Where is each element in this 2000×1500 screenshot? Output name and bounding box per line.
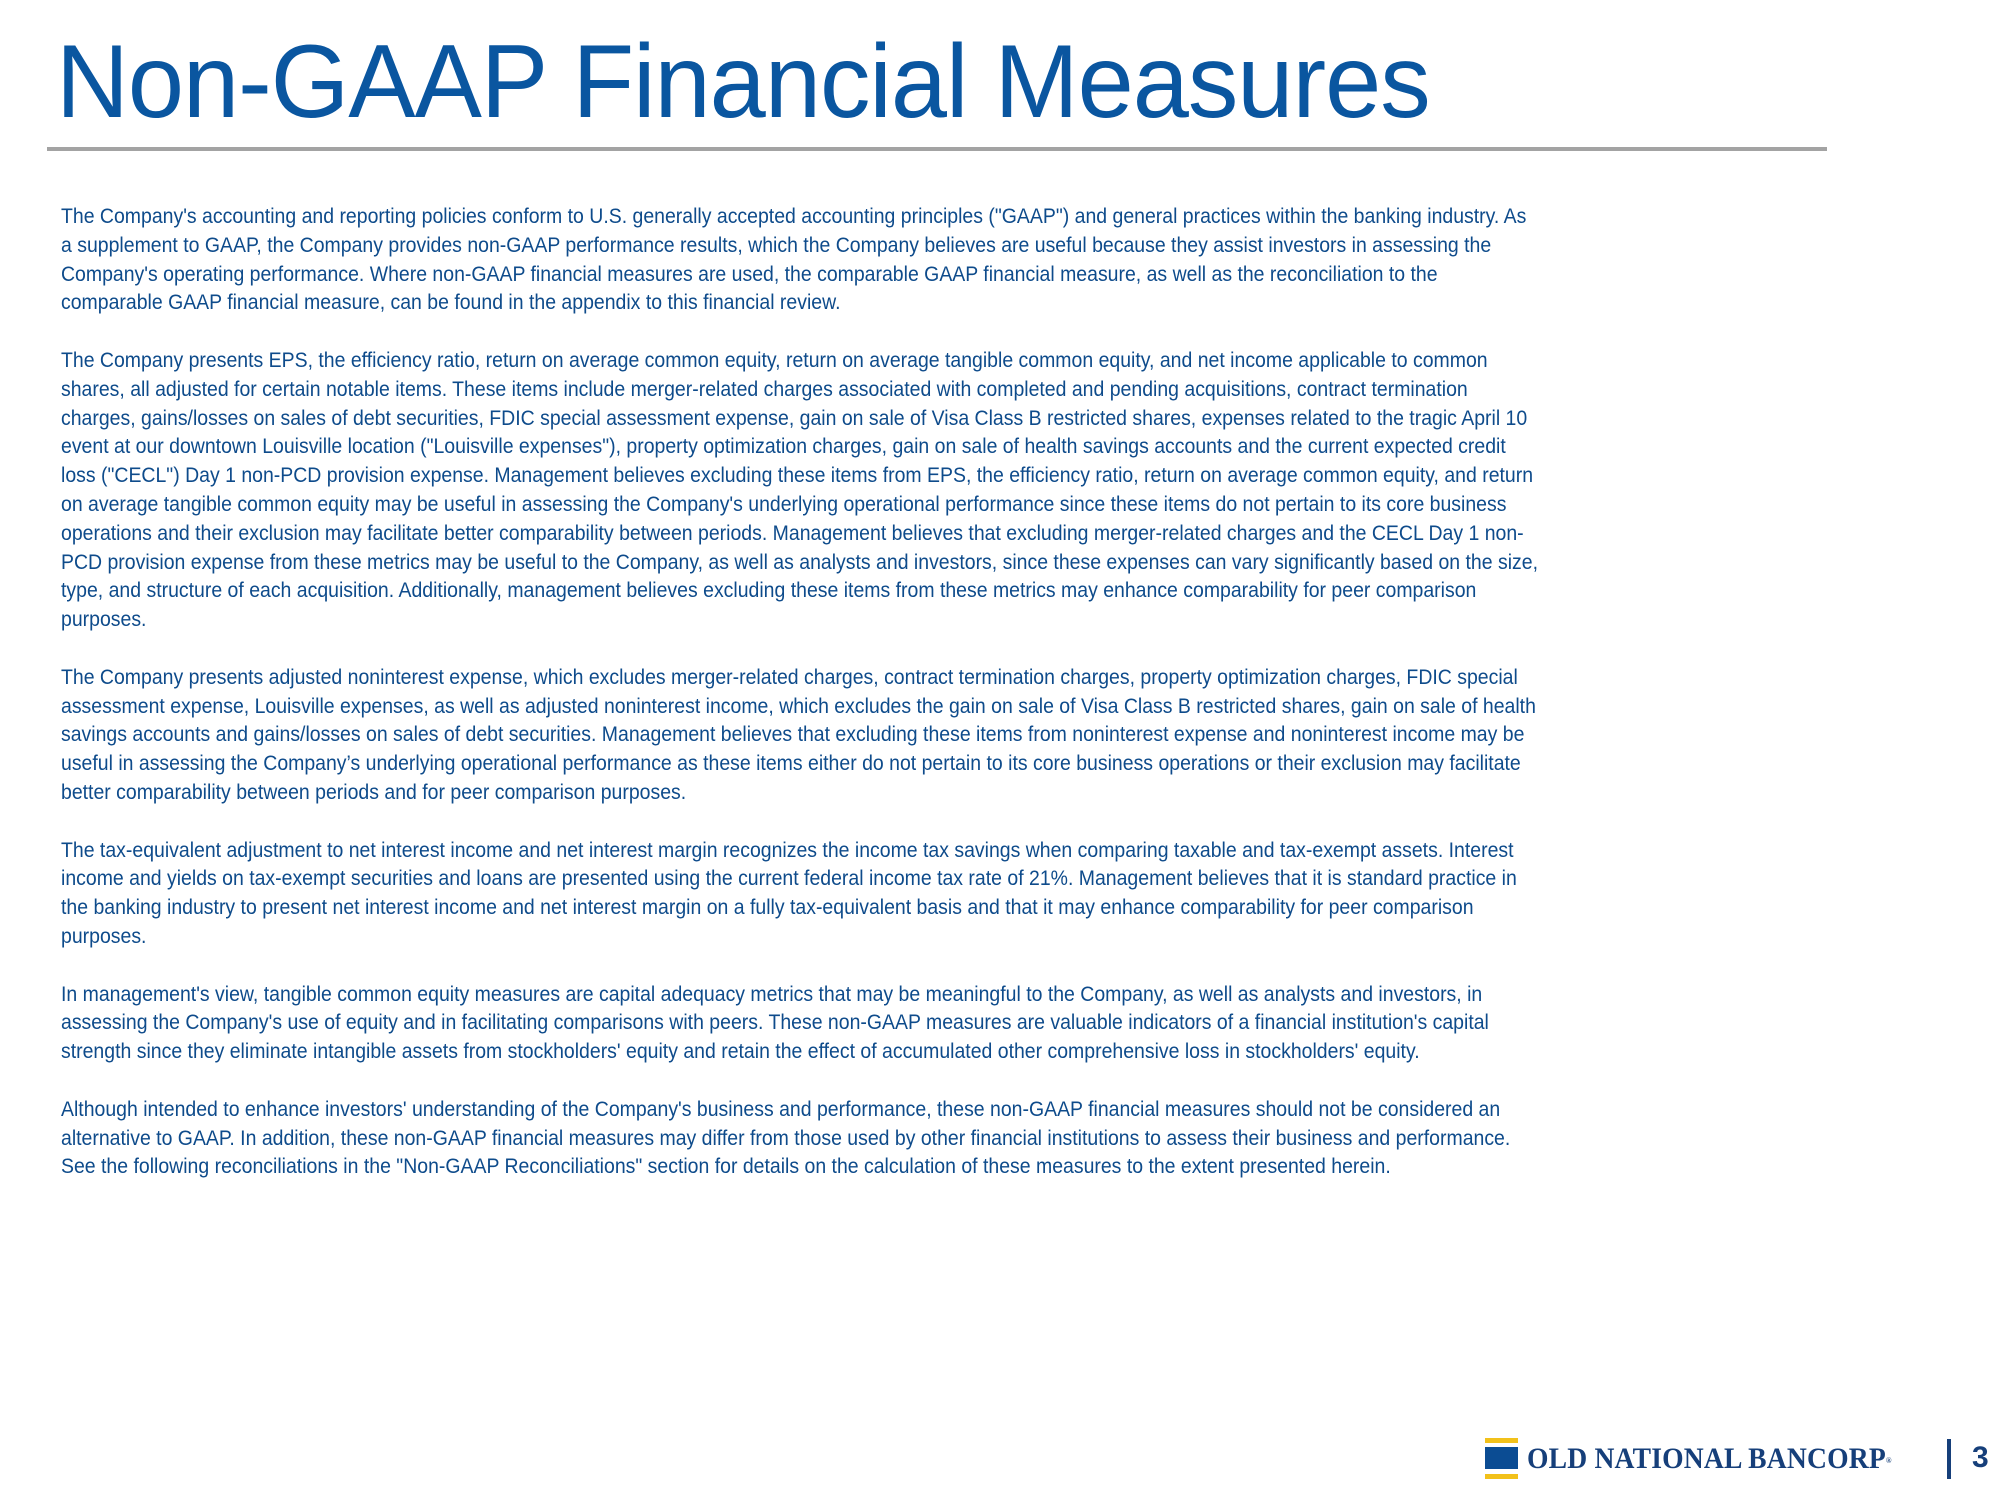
text-line: purposes. [61, 607, 147, 632]
logo-gold-bar-bottom [1485, 1474, 1518, 1479]
text-line: strength since they eliminate intangible assets from stockholders' equity and retain the effect of accumulated other comprehensive loss in stockholders' equity. [61, 1039, 1420, 1064]
logo-navy-block [1485, 1447, 1518, 1469]
text-line: In management's view, tangible common equity measures are capital adequacy metrics that may be meaningful to the Company, as well as analysts and investors, in [61, 981, 1483, 1006]
text-line: Although intended to enhance investors' understanding of the Company's business and performance, these non-GAAP financial measures should not be considered an [61, 1096, 1501, 1121]
text-line: The Company presents EPS, the efficiency ratio, return on average common equity, return on average tangible common equity, and net income applicable to common [61, 347, 1488, 372]
paragraph-noninterest [61, 663, 1891, 807]
text-line: loss ("CECL") Day 1 non-PCD provision expense. Management believes excluding these items from EPS, the efficiency ratio, return on average common equity, and return [61, 463, 1534, 488]
text-line: comparable GAAP financial measure, can be found in the appendix to this financial review. [61, 290, 841, 315]
text-line: See the following reconciliations in the "Non-GAAP Reconciliations" section for details on the calculation of these measures to the extent presented herein. [61, 1154, 1391, 1179]
body-text [61, 202, 1891, 1210]
logo-text: OLD NATIONAL BANCORP [1527, 1442, 1886, 1475]
company-logo-wordmark [1527, 1441, 1892, 1477]
text-line: The Company presents adjusted noninterest expense, which excludes merger-related charges, contract termination charges, property optimization charges, FDIC special [61, 664, 1518, 689]
page-number: 3 [1972, 1441, 1989, 1474]
text-line: operations and their exclusion may facilitate better comparability between periods. Management believes that excluding merger-related charges and the CECL Day 1 non- [61, 520, 1524, 545]
text-line: alternative to GAAP. In addition, these non-GAAP financial measures may differ from those used by other financial institutions to assess their business and performance. [61, 1125, 1511, 1150]
text-line: income and yields on tax-exempt securities and loans are presented using the current federal income tax rate of 21%. Management believes that it is standard practice in [61, 866, 1517, 891]
paragraph-tangible-equity [61, 980, 1891, 1066]
text-line: assessing the Company's use of equity and in facilitating comparisons with peers. These non-GAAP measures are valuable indicators of a financial institution's capital [61, 1010, 1489, 1035]
text-line: a supplement to GAAP, the Company provides non-GAAP performance results, which the Company believes are useful because they assist investors in assessing the [61, 232, 1492, 257]
paragraph-tax-equivalent [61, 836, 1891, 951]
text-line: The Company's accounting and reporting policies conform to U.S. generally accepted accounting principles ("GAAP") and general practices within the banking industry. As [61, 204, 1527, 228]
text-line: event at our downtown Louisville location ("Louisville expenses"), property optimization charges, gain on sale of health savings accounts and the current expected credit [61, 434, 1506, 459]
text-line: charges, gains/losses on sales of debt securities, FDIC special assessment expense, gain on sale of Visa Class B restricted shares, expenses related to the tragic April 10 [61, 405, 1528, 430]
paragraph-disclaimer [61, 1095, 1891, 1181]
text-line: type, and structure of each acquisition. Additionally, management believes excluding these items from these metrics may enhance comparability for peer comparison [61, 578, 1477, 603]
text-line: Company's operating performance. Where non-GAAP financial measures are used, the comparable GAAP financial measure, as well as the reconciliation to the [61, 261, 1438, 286]
old-national-logo-mark-icon [1485, 1438, 1518, 1478]
footer [1485, 1438, 1989, 1488]
footer-divider [1947, 1439, 1951, 1479]
text-line: useful in assessing the Company’s underlying operational performance as these items either do not pertain to its core business operations or their exclusion may facilitate [61, 751, 1521, 776]
text-line: The tax-equivalent adjustment to net interest income and net interest margin recognizes the income tax savings when comparing taxable and tax-exempt assets. Interest [61, 837, 1514, 862]
text-line: on average tangible common equity may be useful in assessing the Company's underlying operational performance since these items do not pertain to its core business [61, 491, 1507, 516]
paragraph-adjusted-eps [61, 346, 1891, 634]
text-line: savings accounts and gains/losses on sales of debt securities. Management believes that excluding these items from noninterest expense and noninterest income may be [61, 722, 1525, 747]
paragraph-gaap-policy [61, 202, 1891, 317]
title-divider-rule [47, 147, 1827, 151]
text-line: shares, all adjusted for certain notable items. These items include merger-related charges associated with completed and pending acquisitions, contract termination [61, 376, 1468, 401]
text-line: purposes. [61, 923, 147, 948]
registered-mark: ® [1885, 1456, 1892, 1465]
text-line: assessment expense, Louisville expenses, as well as adjusted noninterest income, which excludes the gain on sale of Visa Class B restricted shares, gain on sale of health [61, 693, 1536, 718]
text-line: the banking industry to present net interest income and net interest margin on a fully tax-equivalent basis and that it may enhance comparability for peer comparison [61, 895, 1474, 920]
text-line: better comparability between periods and for peer comparison purposes. [61, 779, 687, 804]
logo-gold-bar-top [1485, 1438, 1518, 1443]
page-title: Non-GAAP Financial Measures [56, 24, 1430, 140]
text-line: PCD provision expense from these metrics may be useful to the Company, as well as analysts and investors, since these expenses can vary significantly based on the size, [61, 549, 1538, 574]
